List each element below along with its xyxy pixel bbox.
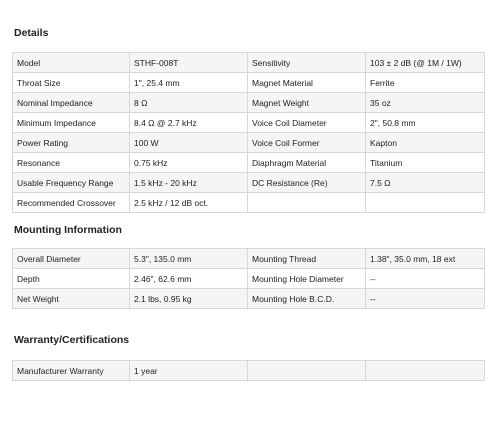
spec-value: 0.75 kHz	[130, 153, 248, 173]
spec-value: 5.3", 135.0 mm	[130, 249, 248, 269]
spec-label	[248, 193, 366, 213]
table-row	[13, 113, 485, 133]
table-row	[13, 361, 485, 381]
details-heading: Details	[14, 27, 49, 39]
spec-value: 2.1 lbs, 0.95 kg	[130, 289, 248, 309]
table-row	[13, 73, 485, 93]
spec-value	[366, 193, 485, 213]
spec-value: 103 ± 2 dB (@ 1M / 1W)	[366, 53, 485, 73]
table-row	[13, 153, 485, 173]
spec-value: STHF-008T	[130, 53, 248, 73]
spec-label: Power Rating	[13, 133, 130, 153]
spec-value: 2.5 kHz / 12 dB oct.	[130, 193, 248, 213]
spec-label: Sensitivity	[248, 53, 366, 73]
spec-label: Throat Size	[13, 73, 130, 93]
spec-label: Voice Coil Former	[248, 133, 366, 153]
spec-value: --	[366, 269, 485, 289]
spec-value	[366, 361, 485, 381]
spec-label: Voice Coil Diameter	[248, 113, 366, 133]
spec-label: Net Weight	[13, 289, 130, 309]
spec-value: Kapton	[366, 133, 485, 153]
spec-label: Magnet Material	[248, 73, 366, 93]
mounting-heading: Mounting Information	[14, 224, 122, 236]
spec-value: 100 W	[130, 133, 248, 153]
table-row	[13, 269, 485, 289]
spec-value: 8 Ω	[130, 93, 248, 113]
spec-value: 1 year	[130, 361, 248, 381]
spec-label: Depth	[13, 269, 130, 289]
spec-label: Recommended Crossover	[13, 193, 130, 213]
warranty-heading: Warranty/Certifications	[14, 334, 130, 346]
table-row	[13, 193, 485, 213]
spec-label: Mounting Hole B.C.D.	[248, 289, 366, 309]
table-row	[13, 53, 485, 73]
table-row	[13, 289, 485, 309]
spec-value: 1.5 kHz - 20 kHz	[130, 173, 248, 193]
spec-label: Magnet Weight	[248, 93, 366, 113]
warranty-table	[12, 360, 485, 381]
spec-label: DC Resistance (Re)	[248, 173, 366, 193]
spec-label: Mounting Thread	[248, 249, 366, 269]
spec-value: 2.46", 62.6 mm	[130, 269, 248, 289]
spec-value: 8.4 Ω @ 2.7 kHz	[130, 113, 248, 133]
table-row	[13, 249, 485, 269]
mounting-table	[12, 248, 485, 309]
spec-label: Resonance	[13, 153, 130, 173]
table-row	[13, 133, 485, 153]
spec-value: 7.5 Ω	[366, 173, 485, 193]
spec-label	[248, 361, 366, 381]
spec-label: Diaphragm Material	[248, 153, 366, 173]
spec-value: 2", 50.8 mm	[366, 113, 485, 133]
spec-value: Titanium	[366, 153, 485, 173]
spec-label: Manufacturer Warranty	[13, 361, 130, 381]
spec-label: Nominal Impedance	[13, 93, 130, 113]
spec-value: --	[366, 289, 485, 309]
details-table	[12, 52, 485, 213]
spec-value: 1", 25.4 mm	[130, 73, 248, 93]
spec-value: 1.38", 35.0 mm, 18 ext	[366, 249, 485, 269]
spec-label: Usable Frequency Range	[13, 173, 130, 193]
spec-label: Minimum Impedance	[13, 113, 130, 133]
table-row	[13, 173, 485, 193]
spec-value: Ferrite	[366, 73, 485, 93]
spec-label: Overall Diameter	[13, 249, 130, 269]
spec-label: Model	[13, 53, 130, 73]
table-row	[13, 93, 485, 113]
spec-label: Mounting Hole Diameter	[248, 269, 366, 289]
spec-value: 35 oz	[366, 93, 485, 113]
